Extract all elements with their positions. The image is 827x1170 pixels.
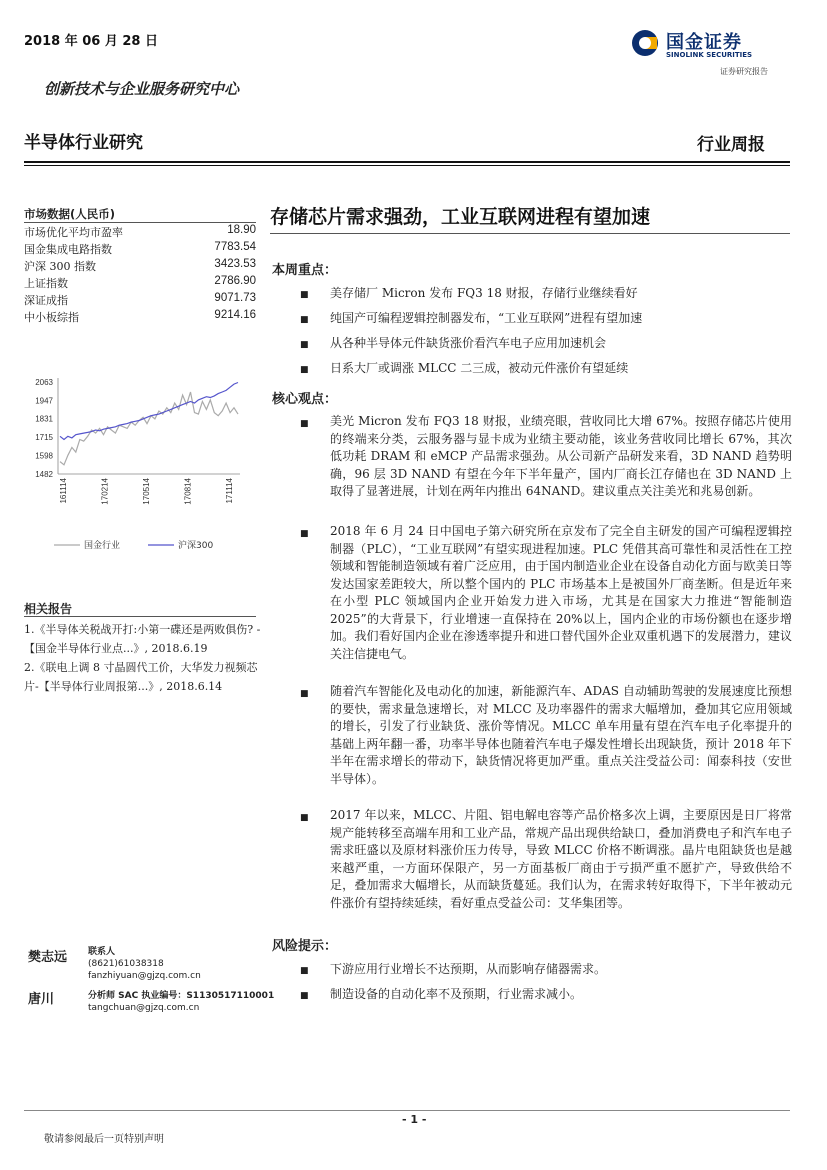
market-value: 9214.16 [214,309,256,321]
highlight-item: 美存储厂 Micron 发布 FQ3 18 财报，存储行业继续看好 [330,286,638,300]
analyst-email[interactable]: fanzhiyuan@gjzq.com.cn [88,971,201,981]
market-label: 国金集成电路指数 [24,243,112,256]
x-tick-label: 161114 [59,478,68,504]
highlight-item: 日系大厂或调涨 MLCC 二三成，被动元件涨价有望延续 [330,361,629,375]
market-data-rule [24,222,256,223]
market-label: 深证成指 [24,294,68,307]
research-center: 创新技术与企业服务研究中心 [44,80,240,98]
bullet-icon: ■ [300,419,309,429]
market-label: 市场优化平均市盈率 [24,226,123,239]
market-row [24,224,256,241]
market-row [24,258,256,275]
footer-rule [24,1110,790,1111]
brand-logo-icon [630,28,660,58]
market-value: 7783.54 [214,241,256,253]
market-row [24,241,256,258]
risk-heading: 风险提示： [272,939,338,954]
y-tick-label: 1482 [35,470,53,479]
market-row [24,309,256,326]
x-tick-label: 171114 [225,478,234,504]
bullet-icon: ■ [300,290,309,300]
analyst-email[interactable]: tangchuan@gjzq.com.cn [88,1003,200,1013]
x-tick-label: 170214 [100,478,110,505]
x-tick-label: 170814 [183,478,193,505]
analyst-name: 唐川 [28,992,55,1007]
x-tick-label: 170514 [142,478,151,505]
bullet-icon: ■ [300,365,309,375]
analyst-contact [88,946,201,982]
report-type: 行业周报 [697,135,765,155]
market-data-title: 市场数据(人民币) [24,207,116,221]
header-rule-thin [24,165,790,166]
legend-label: 国金行业 [84,541,121,551]
market-row [24,292,256,309]
legend-label: 沪深300 [178,541,214,551]
y-tick-label: 1598 [35,451,53,461]
title-rule [270,233,790,234]
performance-chart [20,366,260,566]
market-value: 9071.73 [214,292,256,304]
analyst-contact [88,990,274,1014]
market-value: 18.90 [227,224,256,236]
bullet-icon: ■ [300,991,309,1001]
y-tick-label: 1831 [35,414,53,424]
y-tick-label: 2063 [35,378,53,387]
related-reports-rule [24,616,256,617]
analyst-sac-id: 分析师 SAC 执业编号：S1130517110001 [88,991,275,1001]
header-rule [24,161,790,163]
series-line-guojin-industry [60,392,238,465]
views-heading: 核心观点： [272,392,338,407]
bullet-icon: ■ [300,689,309,699]
highlights-heading: 本周重点： [272,263,338,278]
highlight-item: 从各种半导体元件缺货涨价看汽车电子应用加速机会 [330,336,607,350]
market-label: 中小板综指 [24,311,79,324]
market-value: 2786.90 [214,275,256,287]
market-row [24,275,256,292]
y-tick-label: 1947 [35,396,53,406]
bullet-icon: ■ [300,529,309,539]
industry-title: 半导体行业研究 [24,133,143,153]
bullet-icon: ■ [300,340,309,350]
risk-item: 制造设备的自动化率不及预期，行业需求减小。 [330,987,583,1001]
view-paragraph: 美光 Micron 发布 FQ3 18 财报，业绩亮眼，营收同比大增 67%。按照存储芯片使用的终端来分类，云服务器与显卡成为业绩主要动能，该业务营收同比增长 67%，其次低功耗 DRAM 和 eMCP 产品需求强劲。从公司新产品研发来看，3D NAND 趋势明确，96 层 3D NAND 有望在今年下半年量产，国内厂商长江存储也在 3D NAND 上取得了显著进展，计划在两年内推出 64NAND。建议重点关注美光和兆易创新。 [330,414,792,498]
bullet-icon: ■ [300,813,309,823]
view-paragraph: 2017 年以来，MLCC、片阻、铝电解电容等产品价格多次上调，主要原因是日厂将常规产能转移至高端车用和工业产品，常规产品出现供给缺口，叠加消费电子和汽车电子需求旺盛以及原材料涨价压力传导，导致 MLCC 价格不断调涨。晶片电阻缺货也是越来越严重，一方面环保限产，另一方面基板厂商由于亏损严重不愿扩产，导致供给不足，叠加需求大幅增长，从而缺货蔓延。我们认为，在需求转好取得下，下半年被动元件涨价有望持续延续，看好重点受益公司：艾华集团等。 [330,808,792,910]
brand-subtitle: 证券研究报告 [720,67,768,76]
series-line-hs300 [60,383,238,440]
analyst-phone: (8621)61038318 [88,959,164,969]
related-report-link[interactable]: 1.《半导体关税战开打:小第一碟还是两败俱伤? -【国金半导体行业点...》, 2018.6.19 [24,623,261,655]
report-title: 存储芯片需求强劲，工业互联网进程有望加速 [270,206,651,228]
y-tick-label: 1715 [35,433,53,443]
brand-name-cn: 国金证券 [666,32,742,53]
page-number: - 1 - [398,1113,430,1126]
bullet-icon: ■ [300,315,309,325]
analyst-role: 联系人 [88,947,116,957]
highlight-item: 纯国产可编程逻辑控制器发布，“工业互联网”进程有望加速 [330,311,643,325]
report-date: 2018 年 06 月 28 日 [24,34,158,49]
disclaimer: 敬请参阅最后一页特别声明 [44,1134,164,1145]
brand-name-en: SINOLINK SECURITIES [666,51,753,59]
related-reports-title: 相关报告 [24,602,73,616]
market-label: 上证指数 [24,277,68,290]
analyst-name: 樊志远 [28,950,68,965]
bullet-icon: ■ [300,966,309,976]
view-paragraph: 2018 年 6 月 24 日中国电子第六研究所在京发布了完全自主研发的国产可编程逻辑控制器（PLC），“工业互联网”有望实现进程加速。PLC 凭借其高可靠性和灵活性在工控领域和智能制造领域有着广泛应用，由于国内制造业企业在设备自动化方面与欧美日等发达国家差距较大，所以整个国内的 PLC 市场基本上是被国外厂商垄断。但是近年来在小型 PLC 领域国内企业开始发力进入市场，尤其是在国家大力推进“智能制造 2025”的大背景下，行业增速一直保持在 20%以上，国内企业的市场份额也在逐步增加。我们看好国内企业在渗透率提升和进口替代国外企业双重机遇下的发展潜力，建议关注信捷电气。 [330,524,792,661]
risk-item: 下游应用行业增长不达预期，从而影响存储器需求。 [330,962,607,976]
view-paragraph: 随着汽车智能化及电动化的加速，新能源汽车、ADAS 自动辅助驾驶的发展速度比预想的要快，需求量急速增长，对 MLCC 及功率器件的需求大幅增加，叠加其它应用领域的增长，引发了行业缺货、涨价等情况。MLCC 单车用量有望在汽车电子化率提升的基础上两年翻一番，功率半导体也随着汽车电子爆发性增长出现缺货，预计 2018 年下半年在需求增长的带动下，缺货情况将更加严重。重点关注受益公司：闻泰科技（安世半导体）。 [330,684,792,786]
related-report-link[interactable]: 2.《联电上调 8 寸晶圆代工价，大华发力视频芯片-【半导体行业周报第...》, 2018.6.14 [24,661,258,693]
market-value: 3423.53 [214,258,256,270]
market-label: 沪深 300 指数 [24,260,96,273]
